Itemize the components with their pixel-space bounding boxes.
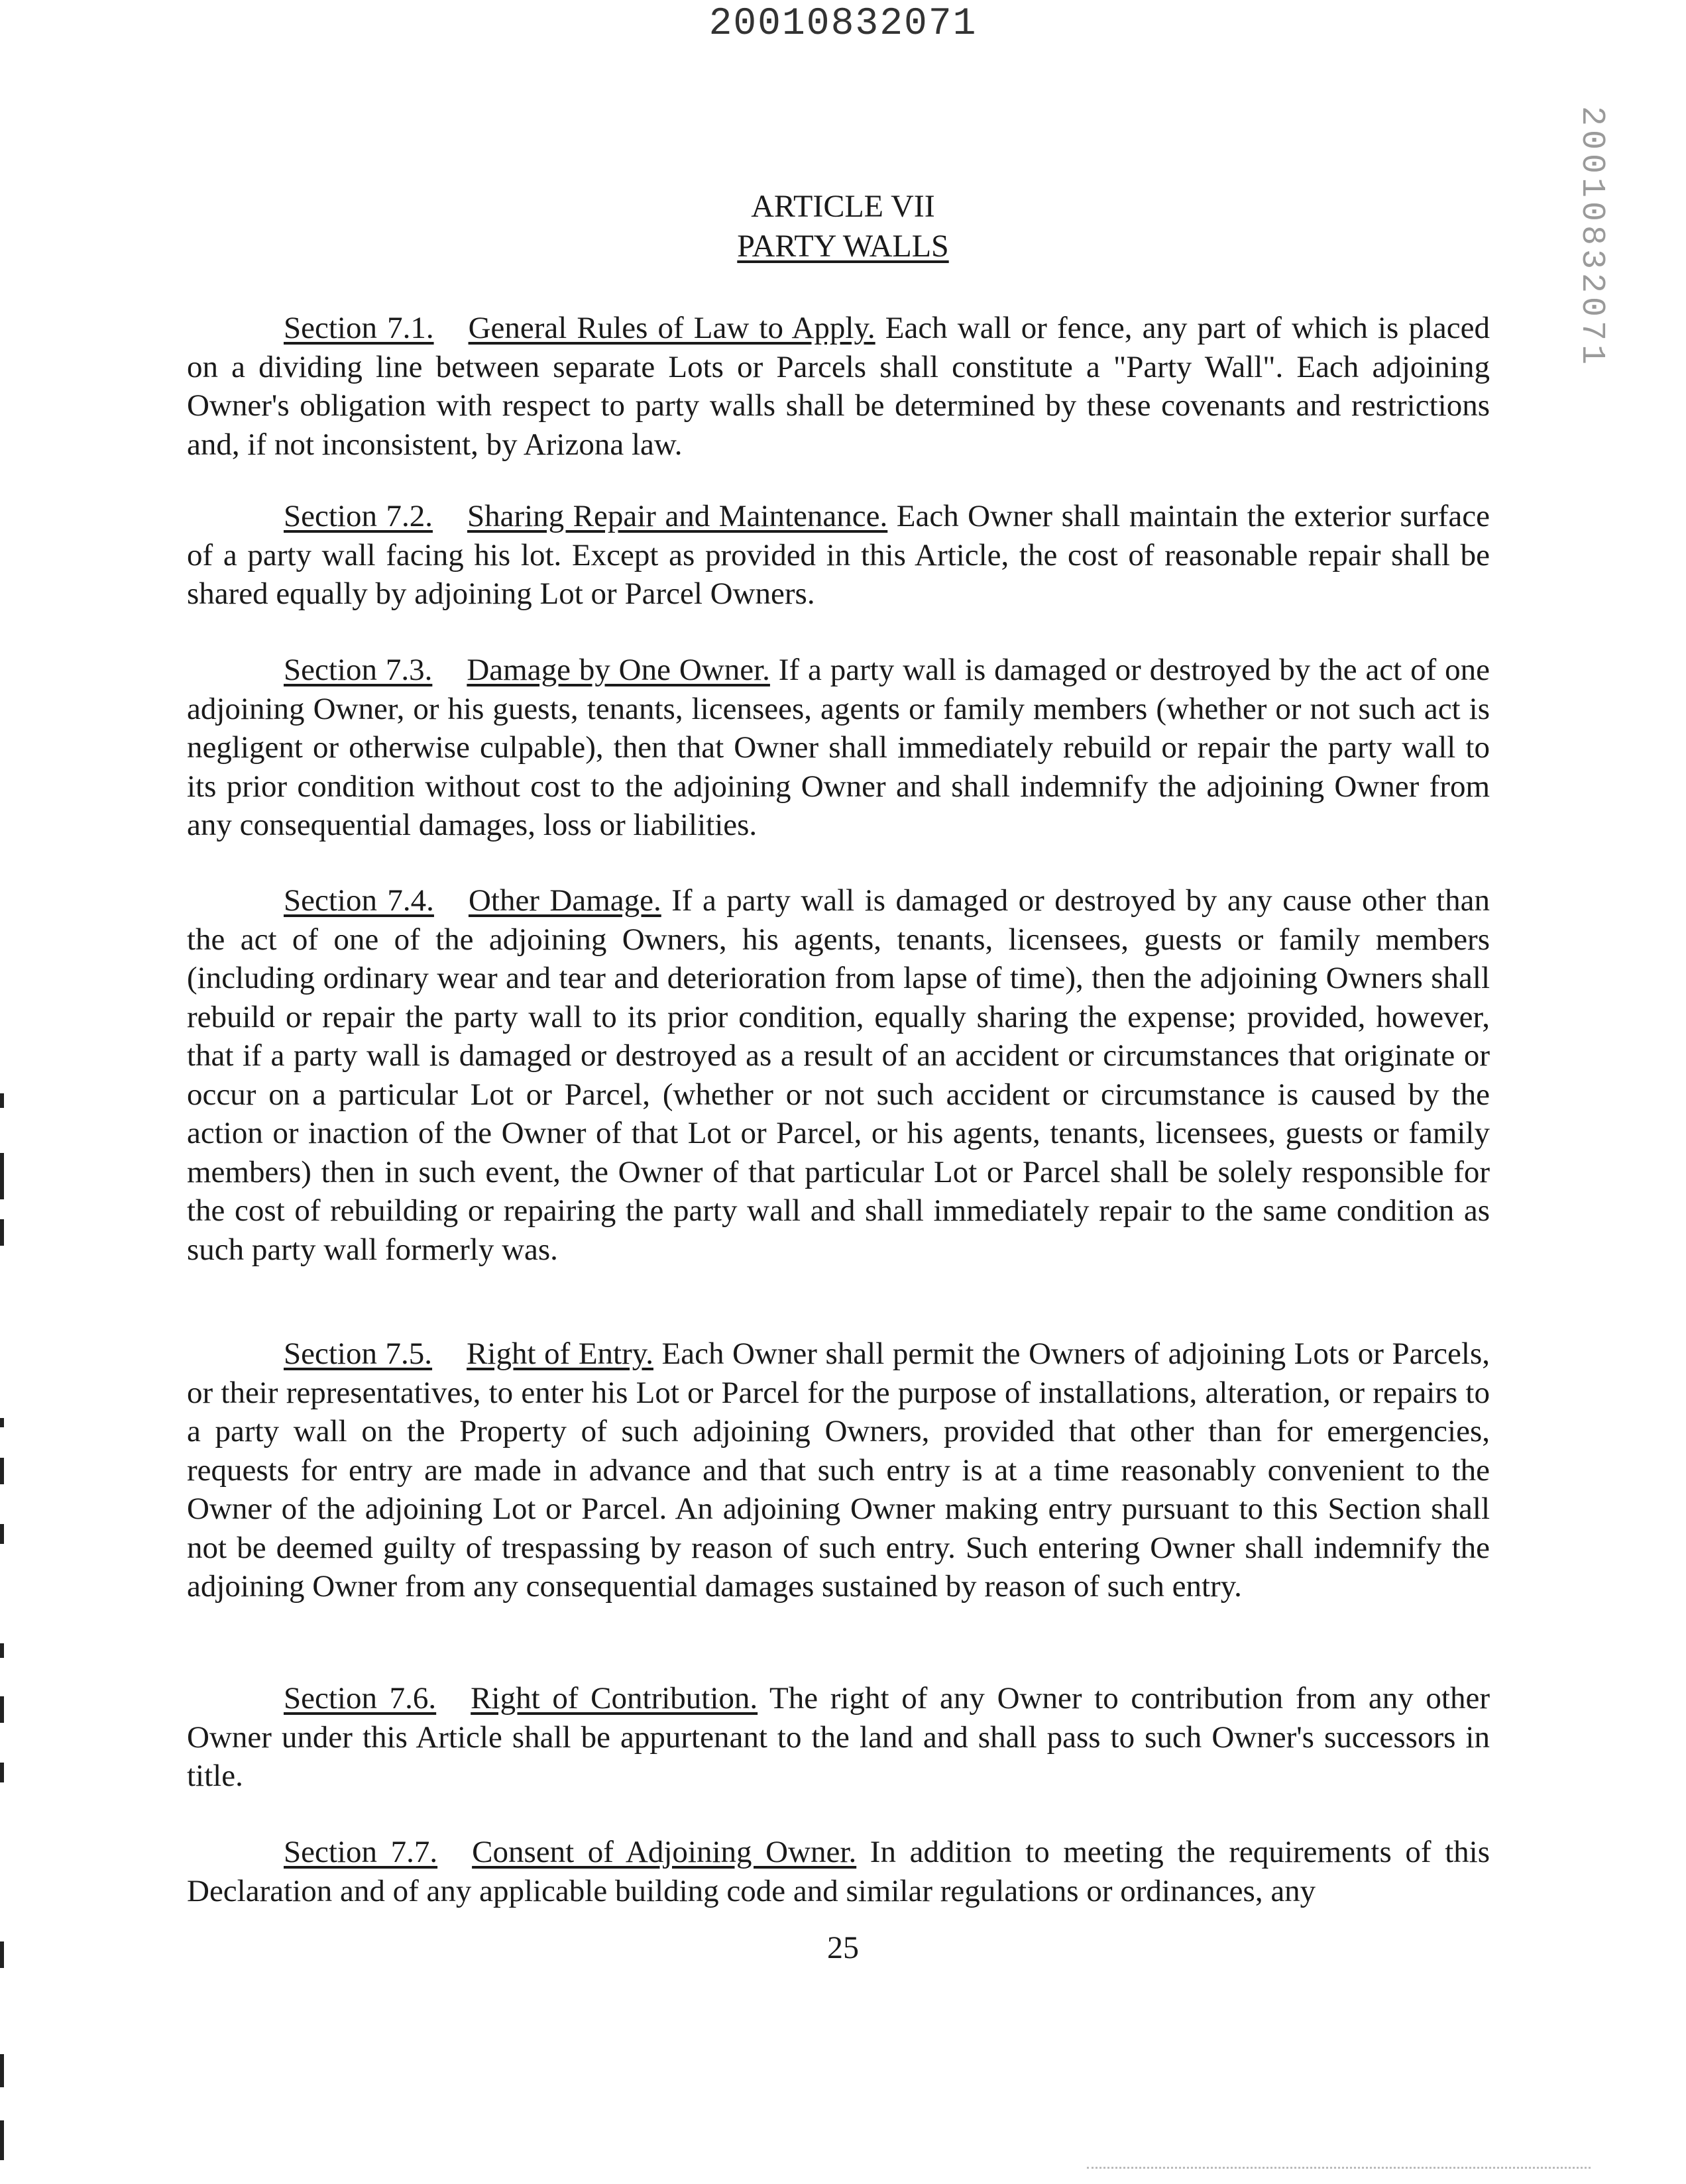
- section-number: Section 7.1.: [284, 311, 434, 345]
- side-recording-stamp: 20010832071: [1573, 106, 1610, 369]
- section-heading: Right of Entry.: [467, 1337, 653, 1371]
- section-7-5: [187, 1335, 1490, 1606]
- section-number: Section 7.5.: [284, 1337, 433, 1371]
- section-text: Each wall or fence, any part of which is placed on a dividing line between separate Lots or Parcels shall constitute a "Party Wall". Each adjoining Owner's obligation with respect to party walls shall be determined by these covenants and restrictions and, if not inconsistent, by Arizona law.: [187, 311, 1490, 462]
- section-number: Section 7.4.: [284, 883, 434, 918]
- scan-margin-mark: [0, 1696, 4, 1723]
- section-number: Section 7.6.: [284, 1681, 437, 1716]
- section-heading: Damage by One Owner.: [467, 653, 770, 687]
- recording-number: 20010832071: [708, 3, 978, 46]
- section-text: Each Owner shall maintain the exterior surface of a party wall facing his lot. Except as provided in this Article, the cost of reasonable repair shall be shared equally by adjoining Lot or Parcel Owners.: [187, 499, 1490, 611]
- section-text: If a party wall is damaged or destroyed by any cause other than the act of one of the adjoining Owners, his agents, tenants, licensees, guests or family members (including ordinary wear and tear and deterioration from lapse of time), then the adjoining Owners shall rebuild or repair the party wall to its prior condition, equally sharing the expense; provided, however, that if a party wall is damaged or destroyed as a result of an accident or circumstances that originate or occur on a particular Lot or Parcel, (whether or not such accident or circumstance is caused by the action or inaction of the Owner of that Lot or Parcel, or his agents, tenants, licensees, guests or family members) then in such event, the Owner of that particular Lot or Parcel shall be solely responsible for the cost of rebuilding or repairing the party wall and shall immediately repair to the same condition as such party wall formerly was.: [187, 883, 1490, 1267]
- scan-margin-mark: [0, 1153, 4, 1199]
- section-number: Section 7.3.: [284, 653, 433, 687]
- section-heading: Consent of Adjoining Owner.: [472, 1835, 857, 1869]
- scan-margin-mark: [0, 1093, 4, 1108]
- scan-margin-mark: [0, 2054, 4, 2087]
- section-text: If a party wall is damaged or destroyed by the act of one adjoining Owner, or his guests, tenants, licensees, agents or family members (whether or not such act is negligent or otherwise culpable), then that Owner shall immediately rebuild or repair the party wall to its prior condition without cost to the adjoining Owner and shall indemnify the adjoining Owner from any consequential damages, loss or liabilities.: [187, 653, 1490, 842]
- scan-margin-mark: [0, 1643, 4, 1658]
- section-7-6: [187, 1679, 1490, 1796]
- scan-margin-mark: [0, 2120, 4, 2160]
- scan-margin-mark: [0, 1763, 4, 1782]
- section-7-3: [187, 651, 1490, 845]
- section-heading: Other Damage.: [468, 883, 661, 918]
- section-number: Section 7.2.: [284, 499, 433, 533]
- scan-margin-mark: [0, 1418, 4, 1427]
- section-heading: General Rules of Law to Apply.: [468, 311, 875, 345]
- section-text: In addition to meeting the requirements of this Declaration and of any applicable building code and similar regulations or ordinances, any: [187, 1835, 1490, 1908]
- scan-noise-line: [1087, 2167, 1591, 2171]
- section-heading: Right of Contribution.: [471, 1681, 758, 1716]
- section-heading: Sharing Repair and Maintenance.: [467, 499, 888, 533]
- section-7-7: [187, 1833, 1490, 1910]
- scan-margin-mark: [0, 1219, 4, 1246]
- article-title: ARTICLE VII: [751, 189, 935, 224]
- section-text: Each Owner shall permit the Owners of adjoining Lots or Parcels, or their representatives, to enter his Lot or Parcel for the purpose of installations, alteration, or repairs to a party wall on the Property of such adjoining Owners, provided that other than for emergencies, requests for entry are made in advance and that such entry is at a time reasonably convenient to the Owner of the adjoining Lot or Parcel. An adjoining Owner making entry pursuant to this Section shall not be deemed guilty of trespassing by reason of such entry. Such entering Owner shall indemnify the adjoining Owner from any consequential damages sustained by reason of such entry.: [187, 1337, 1490, 1604]
- section-number: Section 7.7.: [284, 1835, 438, 1869]
- section-7-2: [187, 497, 1490, 614]
- page-number: 25: [827, 1930, 859, 1965]
- scan-margin-mark: [0, 1524, 4, 1544]
- section-7-4: [187, 881, 1490, 1269]
- scan-margin-mark: [0, 1458, 4, 1484]
- section-text: The right of any Owner to contribution from any other Owner under this Article shall be appurtenant to the land and shall pass to such Owner's successors in title.: [187, 1681, 1490, 1793]
- scan-margin-mark: [0, 1941, 4, 1968]
- article-subtitle: PARTY WALLS: [737, 229, 949, 264]
- section-7-1: [187, 309, 1490, 464]
- article-heading: [0, 187, 1686, 266]
